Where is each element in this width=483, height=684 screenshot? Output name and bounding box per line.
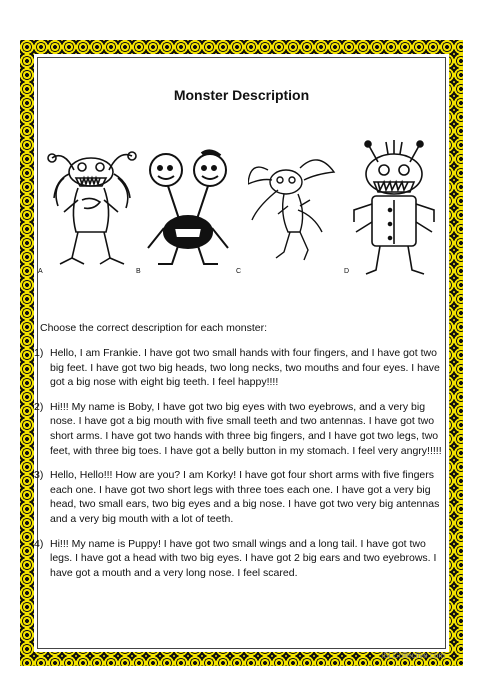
monster-c-image bbox=[248, 140, 338, 270]
monster-b-image bbox=[138, 140, 238, 270]
monster-c-label: C bbox=[236, 268, 242, 275]
item-text: Hello, I am Frankie. I have got two small hands with four fingers, and I have got two big feet. I have got two big heads, two long necks, two mouths and four eyes. I have got a big nose with eight big teeth. I feel happy!!!! bbox=[50, 347, 440, 389]
page-title: Monster Description bbox=[173, 87, 310, 103]
description-list bbox=[34, 346, 444, 590]
monster-a-image bbox=[44, 140, 139, 270]
monster-b-label: B bbox=[136, 268, 141, 275]
monster-a-label: A bbox=[38, 268, 43, 275]
description-item bbox=[34, 346, 444, 390]
description-item bbox=[34, 537, 444, 581]
description-item bbox=[34, 468, 444, 526]
item-text: Hello, Hello!!! How are you? I am Korky! I have got four short arms with five fingers each one. I have got two short legs with three toes each one. I have got a very big head, two small ears, two big eyes and a big nose. I have got two very big antennas and a very big mouth with a lot of teeth. bbox=[50, 469, 440, 525]
monster-d-label: D bbox=[344, 268, 350, 275]
item-number: 3) bbox=[34, 469, 44, 482]
item-number: 4) bbox=[34, 537, 44, 550]
item-text: Hi!!! My name is Puppy! I have got two small wings and a long tail. I have got two legs. I have got a head with two big eyes. I have got 2 big ears and two eyebrows. I have got a mouth and a very long nose. I feel scared. bbox=[50, 537, 437, 579]
item-text: Hi!!! My name is Boby, I have got two big eyes with two eyebrows, and a very big nose. I have got a big mouth with five small teeth and two antennas. I have got two short arms. I have got two hands with three big fingers, and I have got two legs, two feet, with three big toes. I have got a belly button in my stomach. I feel very angry!!!!! bbox=[50, 400, 442, 457]
monster-illustrations bbox=[38, 140, 446, 280]
monster-d-image bbox=[348, 140, 440, 280]
description-item bbox=[34, 400, 444, 458]
item-number: 2) bbox=[34, 400, 44, 413]
item-number: 1) bbox=[34, 347, 44, 359]
site-watermark: iSLCollective.com bbox=[381, 651, 445, 660]
instructions-text: Choose the correct description for each monster: bbox=[40, 322, 268, 334]
